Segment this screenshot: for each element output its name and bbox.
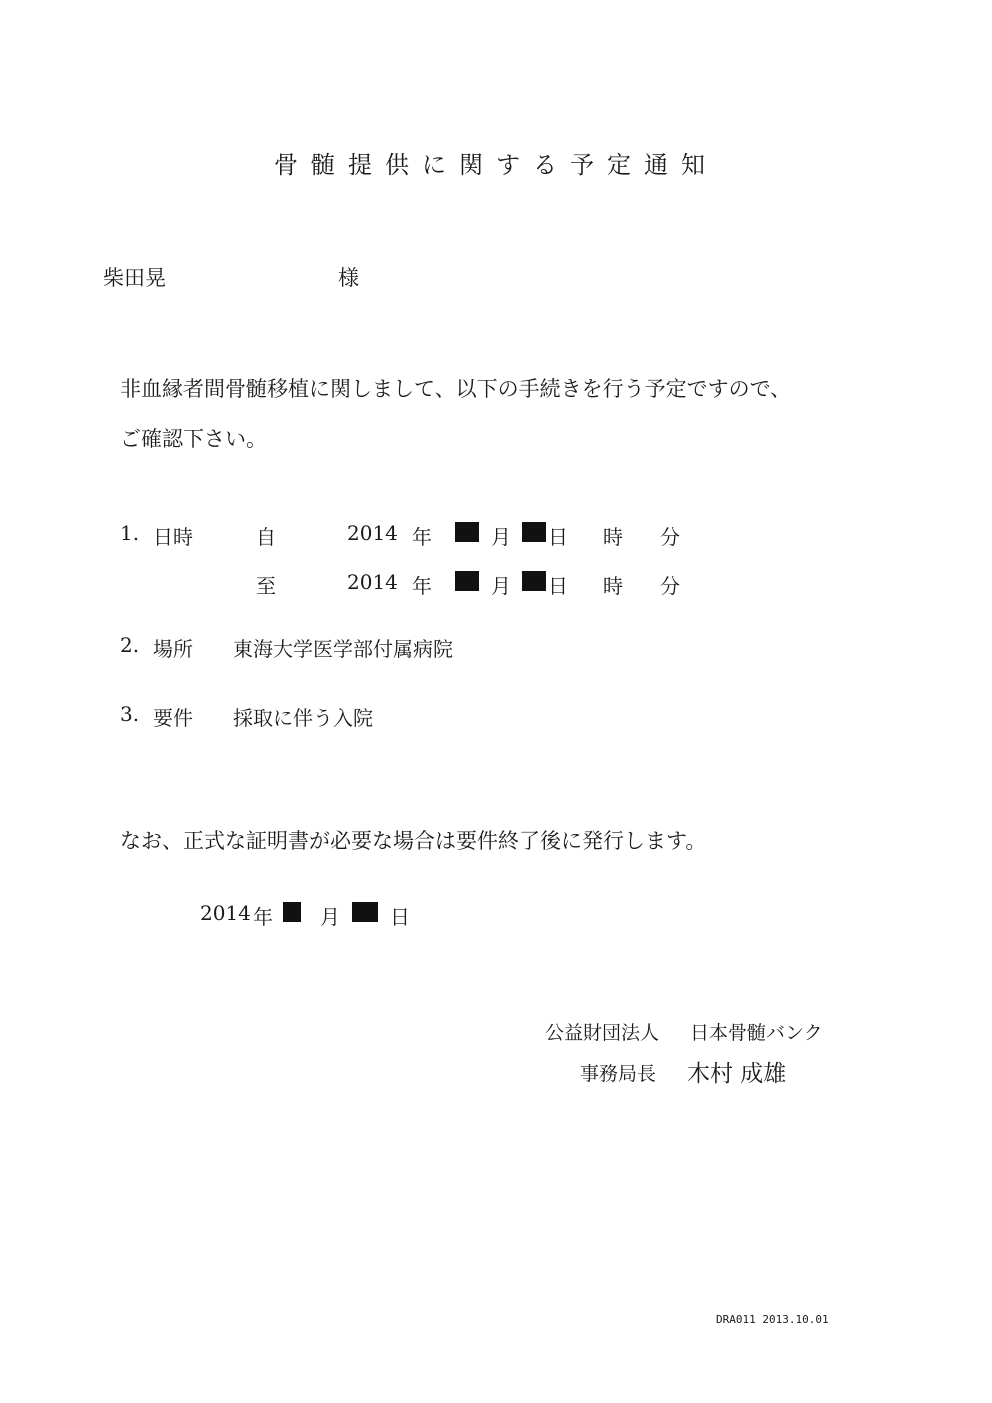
- from-day-unit: 日: [548, 525, 568, 549]
- item-number: 3.: [120, 702, 140, 726]
- item-number: 1.: [120, 521, 140, 545]
- to-hour-unit: 時: [603, 574, 623, 598]
- redaction-block: [522, 522, 546, 542]
- item-label: 要件: [153, 706, 193, 730]
- to-marker: 至: [256, 574, 276, 598]
- recipient-name: 柴田晃: [103, 266, 166, 290]
- location-value: 東海大学医学部付属病院: [233, 637, 453, 661]
- issue-month-unit: 月: [320, 905, 340, 929]
- item-label: 日時: [153, 525, 193, 549]
- intro-line-1: 非血縁者間骨髄移植に関しまして、以下の手続きを行う予定ですので、: [120, 377, 792, 401]
- to-minute-unit: 分: [660, 574, 680, 598]
- intro-line-2: ご確認下さい。: [120, 427, 267, 451]
- redaction-block: [455, 571, 479, 591]
- redaction-block: [352, 902, 378, 922]
- to-day-unit: 日: [548, 574, 568, 598]
- document-title: 骨髄提供に関する予定通知: [274, 151, 718, 179]
- from-year: 2014: [347, 521, 398, 545]
- signer-name: 木村 成雄: [687, 1061, 787, 1087]
- from-hour-unit: 時: [603, 525, 623, 549]
- note-text: なお、正式な証明書が必要な場合は要件終了後に発行します。: [120, 829, 707, 853]
- to-month-unit: 月: [491, 574, 511, 598]
- recipient-honorific: 様: [338, 266, 359, 290]
- redaction-block: [283, 902, 301, 922]
- issuer-bank: 日本骨髄バンク: [690, 1022, 823, 1044]
- from-marker: 自: [256, 525, 276, 549]
- from-month-unit: 月: [491, 525, 511, 549]
- from-minute-unit: 分: [660, 525, 680, 549]
- issuer-position: 事務局長: [580, 1063, 657, 1085]
- item-number: 2.: [120, 633, 140, 657]
- redaction-block: [455, 522, 479, 542]
- issue-year-unit: 年: [253, 905, 273, 929]
- issue-day-unit: 日: [390, 905, 410, 929]
- redaction-block: [522, 571, 546, 591]
- item-label: 場所: [153, 637, 193, 661]
- purpose-value: 採取に伴う入院: [233, 706, 373, 730]
- issuer-organization: 公益財団法人: [545, 1022, 660, 1044]
- document-code: DRA011 2013.10.01: [716, 1313, 829, 1326]
- to-year-unit: 年: [412, 574, 432, 598]
- to-year: 2014: [347, 570, 398, 594]
- from-year-unit: 年: [412, 525, 432, 549]
- issue-year: 2014: [200, 901, 251, 925]
